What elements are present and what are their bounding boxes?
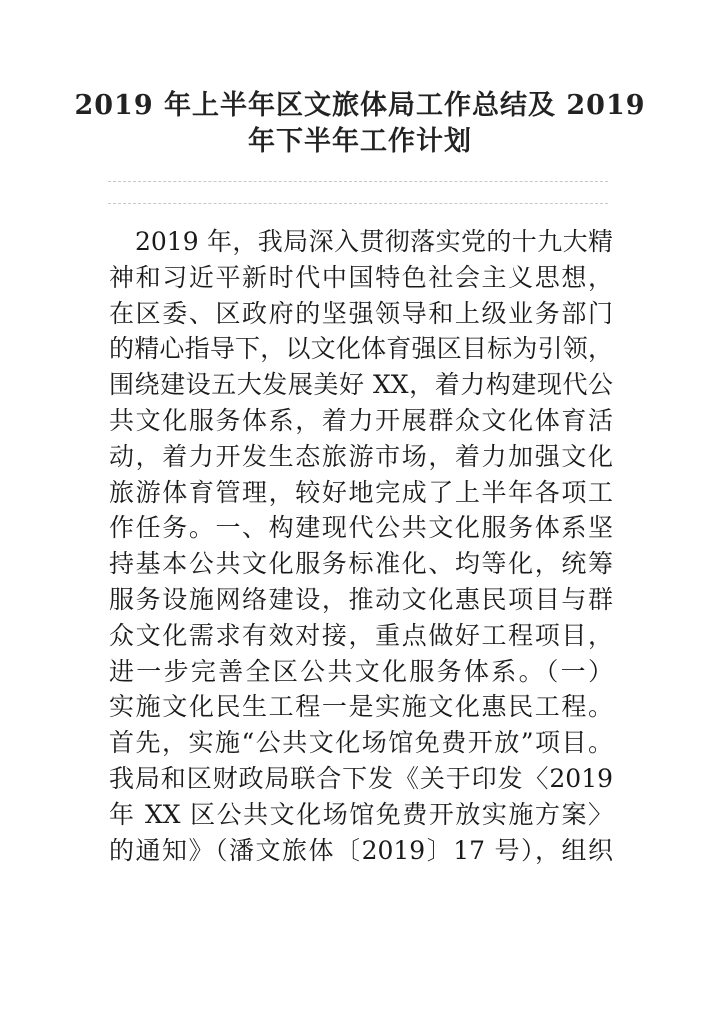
- body-line: 年 XX 区公共文化场馆免费开放实施方案〉: [109, 799, 613, 829]
- body-line: 众文化需求有效对接，重点做好工程项目，: [109, 620, 613, 650]
- title-line-1: 2019 年上半年区文旅体局工作总结及 2019: [74, 90, 646, 121]
- document-title: [60, 88, 660, 160]
- body-line: 进一步完善全区公共文化服务体系。（一）: [109, 656, 613, 686]
- body-line: 持基本公共文化服务标准化、均等化，统筹: [109, 549, 613, 579]
- body-line: 作任务。一、构建现代公共文化服务体系坚: [109, 513, 613, 543]
- body-line: 在区委、区政府的坚强领导和上级业务部门: [109, 298, 613, 328]
- body-line: 神和习近平新时代中国特色社会主义思想，: [109, 262, 613, 292]
- body-line: 首先，实施“公共文化场馆免费开放”项目。: [109, 728, 613, 758]
- body-line: 旅游体育管理，较好地完成了上半年各项工: [109, 477, 613, 507]
- body-line: 的通知》（潘文旅体〔2019〕17 号），组织: [109, 835, 613, 865]
- body-line: 共文化服务体系，着力开展群众文化体育活: [109, 405, 613, 435]
- body-paragraph: [109, 224, 613, 868]
- body-line: 的精心指导下，以文化体育强区目标为引领，: [109, 334, 613, 364]
- body-line: 2019 年，我局深入贯彻落实党的十九大精: [135, 227, 613, 256]
- title-line-2: 年下半年工作计划: [248, 126, 472, 157]
- body-line: 围绕建设五大发展美好 XX，着力构建现代公: [109, 370, 613, 400]
- body-line: 我局和区财政局联合下发《关于印发〈2019: [109, 763, 613, 793]
- body-line: 实施文化民生工程一是实施文化惠民工程。: [109, 692, 613, 722]
- divider-bottom: [108, 203, 608, 204]
- body-line: 动，着力开发生态旅游市场，着力加强文化: [109, 441, 613, 471]
- divider-top: [108, 181, 608, 182]
- body-line: 服务设施网络建设，推动文化惠民项目与群: [109, 584, 613, 614]
